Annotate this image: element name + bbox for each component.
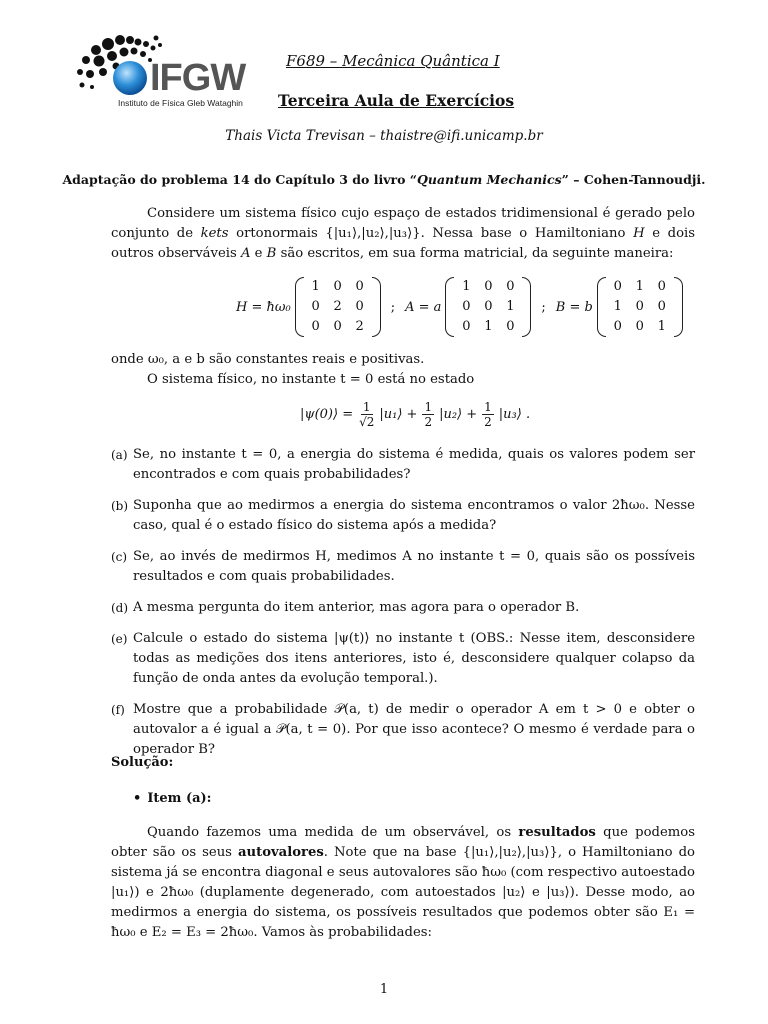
intro-text-2: ortonormais {|u₁⟩,|u₂⟩,|u₃⟩}. Nessa base o Hamiltoniano: [228, 226, 634, 241]
solution-resultados: resultados: [518, 825, 596, 840]
H-matrix-cell: 0: [355, 299, 364, 314]
author-line: Thais Victa Trevisan – thaistre@ifi.unicamp.br: [225, 128, 543, 144]
intro-kets: kets: [200, 226, 229, 241]
book-title: Quantum Mechanics: [416, 172, 562, 187]
ket-2: |u₂⟩ +: [439, 407, 478, 422]
initial-state-line: O sistema físico, no instante t = 0 está no estado: [147, 372, 475, 387]
question-c-text: Se, ao invés de medirmos H, medimos A no instante t = 0, quais são os possíveis resultados e com quais probabilidades.: [133, 549, 695, 584]
globe-icon: [113, 61, 147, 95]
solution-text-3: . Note que na base {|u₁⟩,|u₂⟩,|u₃⟩}, o Hamiltoniano do sistema já se encontra diagonal e seus autovalores são ħω₀ (com respectivo autoestado |u₁⟩) e 2ħω₀ (duplamente degenerado, com autoestados |u₂⟩ e |u₃⟩). Desse modo, ao medirmos a energia do sistema, os possíveis resultados que podemos obter são E₁ = ħω₀ e E₂ = E₃ = 2ħω₀. Vamos às probabilidades:: [111, 845, 695, 940]
question-e-label: (e): [111, 632, 128, 646]
coef-3-num: 1: [484, 400, 492, 414]
question-f: [111, 700, 695, 760]
A-matrix: [445, 277, 531, 337]
H-prefix: H = ħω₀: [236, 299, 291, 315]
logo-subtitle: Instituto de Física Gleb Wataghin: [118, 98, 243, 108]
B-prefix: B = b: [555, 299, 593, 315]
coef-2: [422, 400, 434, 429]
A-matrix-cell: 0: [506, 319, 515, 334]
question-f-label: (f): [111, 703, 125, 717]
A-matrix-cell: 0: [484, 279, 493, 294]
question-b-text: Suponha que ao medirmos a energia do sistema encontramos o valor 2ħω₀. Nesse caso, qual é o estado físico do sistema após a medida?: [133, 498, 695, 533]
ifgw-logo: [72, 30, 264, 112]
state-equation: [300, 400, 530, 429]
question-d-text: A mesma pergunta do item anterior, mas agora para o operador B.: [133, 600, 580, 615]
A-matrix-cell: 1: [506, 299, 515, 314]
B-matrix-cell: 1: [635, 279, 644, 294]
B-matrix-cell: 0: [657, 279, 666, 294]
A-matrix-cell: 1: [462, 279, 471, 294]
intro-B: B: [266, 246, 277, 261]
bullet-icon: •: [133, 791, 142, 806]
A-matrix-cell: 0: [462, 299, 471, 314]
solution-paragraph: [111, 823, 695, 943]
H-matrix: [295, 277, 381, 337]
B-matrix-cell: 0: [635, 319, 644, 334]
A-matrix-cell: 1: [484, 319, 493, 334]
separator-1: ;: [390, 299, 396, 315]
adaptation-line: [0, 172, 768, 187]
B-matrix: [597, 277, 683, 337]
coef-2-den: 2: [424, 415, 433, 429]
question-c: [111, 547, 695, 587]
H-matrix-cell: 0: [311, 319, 320, 334]
coef-1: [359, 400, 374, 429]
A-matrix-cell: 0: [484, 299, 493, 314]
intro-text-3: e dois outros observáveis: [111, 226, 696, 261]
logo-name: IFGW: [150, 57, 246, 99]
B-matrix-cell: 1: [613, 299, 622, 314]
H-matrix-cell: 0: [333, 279, 342, 294]
question-d: [111, 598, 695, 618]
H-matrix-cell: 2: [333, 299, 342, 314]
solution-text-1: Quando fazemos uma medida de um observável, os: [147, 825, 519, 840]
page-number: 1: [379, 982, 389, 997]
B-matrix-cell: 0: [613, 279, 622, 294]
solution-item-a-label: Item (a):: [147, 791, 212, 806]
coef-1-num: 1: [362, 400, 371, 414]
A-matrix-cell: 0: [506, 279, 515, 294]
intro-H: H: [633, 226, 645, 241]
A-prefix: A = a: [405, 299, 442, 315]
H-matrix-cell: 0: [355, 279, 364, 294]
state-lhs: |ψ(0)⟩ =: [300, 407, 354, 422]
coef-1-den: √2: [359, 415, 375, 429]
question-e-text: Calcule o estado do sistema |ψ(t)⟩ no instante t (OBS.: Nesse item, desconsidere todas as medições dos itens anteriores, isto é, desconsidere qualquer colapso da função de onda antes da evolução temporal.).: [133, 631, 695, 686]
B-matrix-cell: 0: [613, 319, 622, 334]
H-matrix-cell: 2: [355, 319, 364, 334]
question-f-text: Mostre que a probabilidade 𝒫(a, t) de medir o operador A em t > 0 e obter o autovalor a é igual a 𝒫(a, t = 0). Por que isso acontece? O mesmo é verdade para o operador B?: [133, 702, 695, 757]
intro-paragraph: [111, 204, 695, 264]
question-c-label: (c): [111, 550, 128, 564]
course-title: F689 – Mecânica Quântica I: [286, 52, 500, 70]
question-a: [111, 445, 695, 485]
question-a-label: (a): [111, 448, 128, 462]
solution-autovalores: autovalores: [237, 845, 324, 860]
intro-text-1: Considere um sistema físico cujo espaço de estados tridimensional é gerado pelo conjunto de: [111, 206, 695, 241]
coef-2-num: 1: [424, 400, 433, 414]
intro-A: A: [240, 246, 251, 261]
adaptation-pre: Adaptação do problema 14 do Capítulo 3 do livro “: [62, 172, 417, 187]
solution-text-2: que podemos obter são os seus: [111, 825, 696, 860]
separator-2: ;: [541, 299, 546, 315]
ket-3: |u₃⟩ .: [498, 407, 531, 422]
question-e: [111, 629, 695, 689]
H-matrix-cell: 1: [311, 279, 320, 294]
ket-1: |u₁⟩ +: [379, 407, 418, 422]
question-b-label: (b): [111, 499, 129, 513]
constants-line: onde ω₀, a e b são constantes reais e positivas.: [111, 352, 425, 367]
page-title: Terceira Aula de Exercícios: [278, 91, 515, 110]
H-matrix-cell: 0: [333, 319, 342, 334]
question-b: [111, 496, 695, 536]
coef-3-den: 2: [484, 415, 492, 429]
B-matrix-cell: 0: [657, 299, 666, 314]
intro-text-5: são escritos, em sua forma matricial, da seguinte maneira:: [276, 246, 674, 261]
H-matrix-cell: 0: [311, 299, 320, 314]
adaptation-post: ” – Cohen-Tannoudji.: [561, 172, 706, 187]
question-d-label: (d): [111, 601, 129, 615]
matrix-equation: [236, 277, 683, 337]
solution-item-a: [133, 791, 211, 806]
coef-3: [482, 400, 494, 429]
B-matrix-cell: 1: [657, 319, 666, 334]
intro-text-4: e: [250, 246, 267, 261]
question-a-text: Se, no instante t = 0, a energia do sistema é medida, quais os valores podem ser encontrados e com quais probabilidades?: [133, 447, 695, 482]
A-matrix-cell: 0: [462, 319, 471, 334]
solution-heading: Solução:: [111, 755, 174, 770]
B-matrix-cell: 0: [635, 299, 644, 314]
